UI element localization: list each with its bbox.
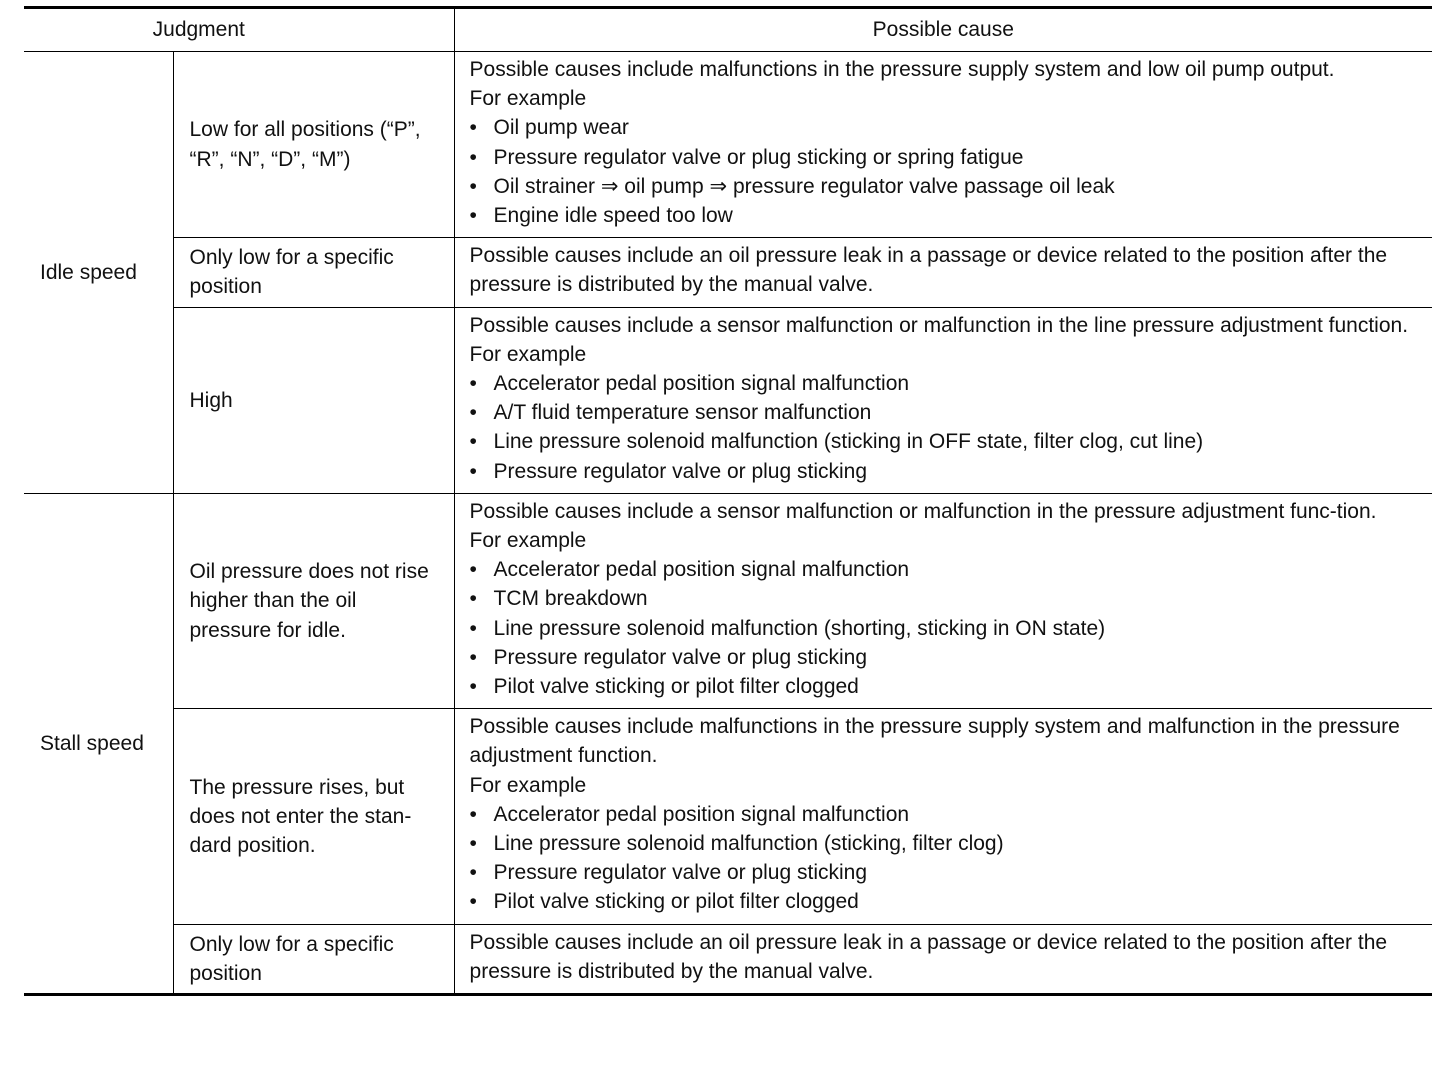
- cause-intro: Possible causes include malfunctions in the pressure supply system and low oil pump output.: [469, 58, 1335, 81]
- bullet-icon: •: [469, 832, 477, 856]
- table-row: [24, 493, 1432, 708]
- group-label-idle-speed: Idle speed: [24, 52, 173, 494]
- list-item-text: Line pressure solenoid malfunction (sticking in OFF state, filter clog, cut line): [493, 430, 1204, 454]
- list-item: [470, 829, 1429, 858]
- list-item-text: Pilot valve sticking or pilot filter clogged: [493, 675, 859, 699]
- list-item-text: TCM breakdown: [493, 587, 648, 611]
- bullet-icon: •: [469, 861, 477, 885]
- bullet-icon: •: [469, 204, 477, 228]
- list-item-text: Pressure regulator valve or plug sticking: [493, 861, 868, 885]
- list-item: [470, 427, 1429, 456]
- list-item-text: A/T fluid temperature sensor malfunction: [493, 401, 872, 425]
- table-row: [24, 924, 1432, 994]
- list-item-text: Accelerator pedal position signal malfunction: [493, 558, 910, 582]
- bullet-icon: •: [469, 459, 477, 483]
- list-item: [470, 172, 1429, 201]
- cause-cell: [454, 924, 1432, 994]
- list-item-text: Oil pump wear: [493, 116, 629, 140]
- bullet-icon: •: [469, 645, 477, 669]
- list-item-text: Pilot valve sticking or pilot filter clogged: [493, 890, 859, 914]
- list-item: [470, 858, 1429, 887]
- example-label: For example: [469, 342, 587, 366]
- cause-cell: [454, 52, 1432, 238]
- bullet-icon: •: [469, 430, 477, 454]
- cause-list: [470, 113, 1429, 230]
- bullet-icon: •: [469, 675, 477, 699]
- bullet-icon: •: [469, 401, 477, 425]
- judgment-cell: Oil pressure does not rise higher than the oil pressure for idle.: [173, 493, 454, 708]
- list-item: [470, 113, 1429, 142]
- example-label: For example: [469, 87, 587, 111]
- judgment-cell: Low for all positions (“P”, “R”, “N”, “D”, “M”): [173, 52, 454, 238]
- bullet-icon: •: [469, 116, 477, 140]
- bullet-icon: •: [469, 616, 477, 640]
- list-item: [470, 614, 1429, 643]
- list-item-text: Line pressure solenoid malfunction (shorting, sticking in ON state): [493, 616, 1106, 640]
- list-item: [470, 887, 1429, 916]
- list-item-text: Pressure regulator valve or plug sticking: [493, 459, 868, 483]
- list-item: [470, 643, 1429, 672]
- list-item-text: Engine idle speed too low: [493, 204, 733, 228]
- list-item: [470, 555, 1429, 584]
- cause-cell: [454, 307, 1432, 493]
- cause-cell: [454, 493, 1432, 708]
- list-item-text: Accelerator pedal position signal malfunction: [493, 372, 910, 396]
- example-label: For example: [469, 773, 587, 797]
- bullet-icon: •: [469, 890, 477, 914]
- bullet-icon: •: [469, 145, 477, 169]
- list-item: [470, 201, 1429, 230]
- list-item: [470, 584, 1429, 613]
- cause-intro: Possible causes include an oil pressure leak in a passage or device related to the position after the pressure is distributed by the manual valve.: [469, 930, 1388, 983]
- bullet-icon: •: [469, 802, 477, 826]
- table-row: [24, 238, 1432, 307]
- diagnosis-table: [24, 6, 1432, 996]
- judgment-cell: The pressure rises, but does not enter the stan-dard position.: [173, 709, 454, 924]
- list-item: [470, 457, 1429, 486]
- judgment-cell: Only low for a specific position: [173, 924, 454, 994]
- cause-intro: Possible causes include a sensor malfunction or malfunction in the line pressure adjustment function.: [469, 313, 1409, 337]
- list-item-text: Oil strainer ⇒ oil pump ⇒ pressure regulator valve passage oil leak: [493, 174, 1115, 198]
- list-item-text: Pressure regulator valve or plug sticking or spring fatigue: [493, 145, 1024, 169]
- bullet-icon: •: [469, 587, 477, 611]
- group-label-stall-speed: Stall speed: [24, 493, 173, 994]
- list-item: [470, 398, 1429, 427]
- judgment-cell: Only low for a specific position: [173, 238, 454, 307]
- cause-intro: Possible causes include a sensor malfunction or malfunction in the pressure adjustment func-tion.: [469, 499, 1377, 523]
- cause-list: [470, 369, 1429, 486]
- list-item-text: Line pressure solenoid malfunction (sticking, filter clog): [493, 832, 1004, 856]
- cause-cell: [454, 709, 1432, 924]
- bullet-icon: •: [469, 558, 477, 582]
- header-row: [24, 8, 1432, 52]
- bullet-icon: •: [469, 174, 477, 198]
- list-item: [470, 369, 1429, 398]
- table-row: [24, 709, 1432, 924]
- table-row: [24, 52, 1432, 238]
- list-item: [470, 672, 1429, 701]
- cause-intro: Possible causes include an oil pressure leak in a passage or device related to the position after the pressure is distributed by the manual valve.: [469, 244, 1388, 297]
- table-row: [24, 307, 1432, 493]
- cause-intro: Possible causes include malfunctions in the pressure supply system and malfunction in the pressure adjustment function.: [469, 715, 1400, 768]
- judgment-header: Judgment: [24, 8, 454, 52]
- example-label: For example: [469, 529, 587, 553]
- possible-cause-header: Possible cause: [454, 8, 1432, 52]
- cause-cell: [454, 238, 1432, 307]
- cause-list: [470, 555, 1429, 701]
- bullet-icon: •: [469, 372, 477, 396]
- list-item-text: Pressure regulator valve or plug sticking: [493, 645, 868, 669]
- judgment-cell: High: [173, 307, 454, 493]
- cause-list: [470, 800, 1429, 917]
- list-item: [470, 800, 1429, 829]
- list-item: [470, 143, 1429, 172]
- list-item-text: Accelerator pedal position signal malfunction: [493, 802, 910, 826]
